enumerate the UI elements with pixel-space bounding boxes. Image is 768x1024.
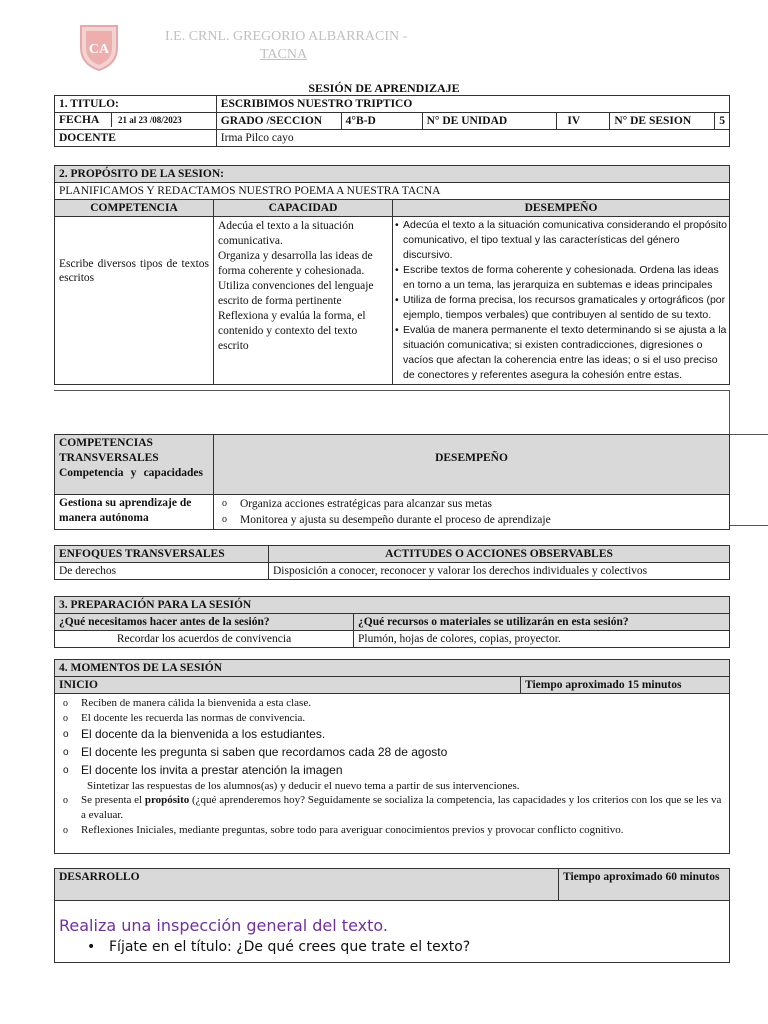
docente-label: DOCENTE [55,130,217,147]
transversal-item: o Organiza acciones estratégicas para alcanzar sus metas [218,496,725,512]
capacidad-item: Reflexiona y evalúa la forma, el contenido y contexto del texto escrito [218,310,366,352]
proposito-text: PLANIFICAMOS Y REDACTAMOS NUESTRO POEMA A NUESTRA TACNA [55,183,730,200]
inicio-content [55,694,730,854]
sesion-value: 5 [715,113,730,130]
desempeno-item: • Evalúa de manera permanente el texto determinando si se ajusta a la situación comunicativa; si existen contradicciones, digresiones o vacíos que afectan la coherencia entre las ideas; o si el uso preciso de conectores y referentes asegura la cohesión entre estas. [395,323,727,383]
enfoques-table [54,545,730,580]
institution-line2: TACNA [260,47,308,62]
transversal-item: o Monitorea y ajusta su desempeño durante el proceso de aprendizaje [218,512,725,528]
institution-name [165,28,407,64]
col-enfoques: ENFOQUES TRANSVERSALES [55,546,269,563]
sesion-label: N° DE SESION [610,113,715,130]
inicio-item: o El docente les pregunta si saben que recordamos cada 28 de agosto [59,743,725,762]
sintetizar-text: Sintetizar las respuestas de los alumnos(as) y deducir el nuevo tema a partir de sus intervenciones. [87,780,520,792]
transversales-head-line3: Competencia y capacidades [59,467,203,479]
fecha-label: FECHA [55,113,112,127]
grado-label: GRADO /SECCION [216,113,341,130]
transversales-head-line2: TRANSVERSALES [59,452,159,464]
unidad-label: N° DE UNIDAD [422,113,557,130]
desempeno-item: • Adecúa el texto a la situación comunicativa considerando el propósito comunicativo, el tipo textual y las características del género discursivo. [395,218,727,263]
col-capacidad: CAPACIDAD [214,200,393,217]
bullet-icon: • [87,939,96,955]
capacidad-item: Adecúa el texto a la situación comunicativa. [218,220,354,247]
desempeno-cell [393,217,730,385]
momentos-table [54,659,730,854]
desempeno-item: • Utiliza de forma precisa, los recursos gramaticales y ortográficos (por ejemplo, tiempos verbales) que contribuyen al sentido de su texto. [395,293,727,323]
preparacion-q1: ¿Qué necesitamos hacer antes de la sesión? [55,614,354,631]
capacidad-item: Utiliza convenciones del lenguaje escrito de forma pertinente [218,280,374,307]
info-table [54,95,730,147]
preparacion-a2: Plumón, hojas de colores, copias, proyector. [354,631,730,648]
desarrollo-bullet-text: Fíjate en el título: ¿De qué crees que trate el texto? [109,939,471,955]
grado-value: 4°B-D [341,113,422,130]
desarrollo-table [54,868,730,963]
desarrollo-label: DESARROLLO [55,869,559,901]
reflexiones-item: o Reflexiones Iniciales, mediante preguntas, sobre todo para averiguar conocimientos previos y provocar conflicto cognitivo. [59,823,725,838]
preparacion-table [54,596,730,648]
inicio-item: o El docente da la bienvenida a los estudiantes. [59,726,725,743]
divider [729,434,768,435]
docente-value: Irma Pilco cayo [216,130,729,147]
competencia-text: Escribe diversos tipos de textos escritos [59,258,209,284]
transversales-head [55,435,214,495]
proposito-heading: 2. PROPÓSITO DE LA SESION: [55,166,730,183]
desempeno-item: • Escribe textos de forma coherente y cohesionada. Ordena las ideas en torno a un tema, las jerarquiza en subtemas e ideas principales [395,263,727,293]
fecha-value: 21 al 23 /08/2023 [118,115,182,125]
session-title: SESIÓN DE APRENDIZAJE [308,81,460,95]
institution-line1: I.E. CRNL. GREGORIO ALBARRACIN - [165,29,408,44]
titulo-value: ESCRIBIMOS NUESTRO TRIPTICO [216,96,729,113]
proposito-bold: propósito [144,794,190,806]
proposito-table [54,165,730,385]
desarrollo-tiempo: Tiempo aproximado 60 minutos [559,869,730,901]
desarrollo-bullet [59,937,725,957]
inicio-item: o El docente les recuerda las normas de convivencia. [59,711,725,726]
inicio-item: o El docente los invita a prestar atención la imagen [59,762,725,779]
desarrollo-content [55,901,730,963]
capacidad-cell [214,217,393,385]
proposito-pre: Se presenta el [81,794,145,806]
actitud-value: Disposición a conocer, reconocer y valorar los derechos individuales y colectivos [269,563,730,580]
preparacion-q2: ¿Qué recursos o materiales se utilizarán en esta sesión? [354,614,730,631]
titulo-label: 1. TITULO: [55,96,217,113]
preparacion-heading: 3. PREPARACIÓN PARA LA SESIÓN [55,597,730,614]
preparacion-a1: Recordar los acuerdos de convivencia [55,631,354,648]
inicio-tiempo: Tiempo aproximado 15 minutos [521,677,730,694]
school-logo [78,22,120,72]
transversales-table [54,434,730,530]
proposito-post: (¿qué aprenderemos hoy? Seguidamente se socializa la competencia, las capacidades y los criterios con los que se les va a evaluar. [81,794,722,821]
competencia-cell [55,217,214,385]
desarrollo-heading: Realiza una inspección general del texto. [59,916,388,935]
inicio-label: INICIO [55,677,521,694]
inicio-item: o Reciben de manera cálida la bienvenida a esta clase. [59,696,725,711]
transversales-head-line1: COMPETENCIAS [59,437,153,449]
transversales-items [214,495,730,530]
col-desempeno: DESEMPEÑO [393,200,730,217]
transversales-col-desempeno: DESEMPEÑO [214,435,730,495]
capacidad-item: Organiza y desarrolla las ideas de forma coherente y cohesionada. [218,250,373,277]
divider [729,525,768,526]
col-competencia: COMPETENCIA [55,200,214,217]
divider [54,390,730,391]
momentos-heading: 4. MOMENTOS DE LA SESIÓN [55,660,730,677]
logo-text: CA [88,42,110,57]
unidad-value: IV [557,113,610,130]
enfoque-value: De derechos [55,563,269,580]
proposito-item [59,793,725,823]
transversales-competencia: Gestiona su aprendizaje de manera autónoma [55,495,214,530]
col-actitudes: ACTITUDES O ACCIONES OBSERVABLES [269,546,730,563]
